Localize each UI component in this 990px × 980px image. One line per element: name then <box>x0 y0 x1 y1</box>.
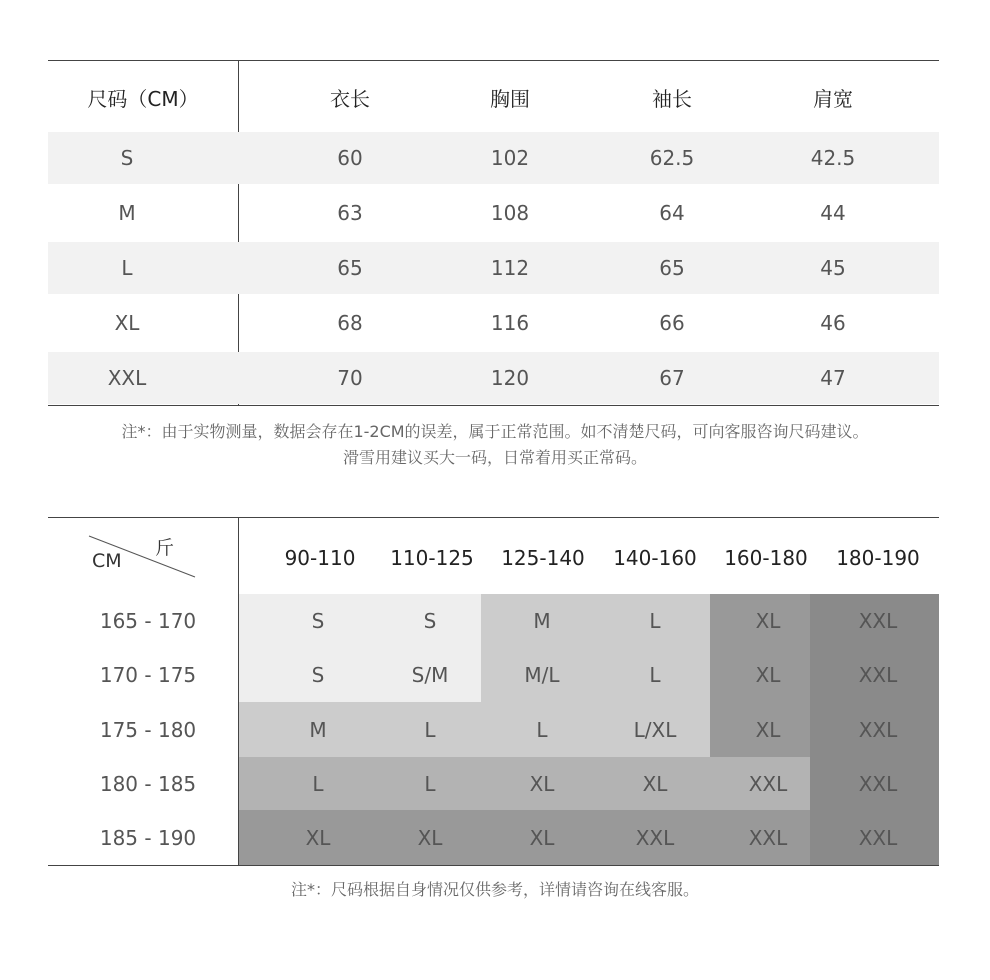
measurement-cell: 67 <box>659 366 685 390</box>
weight-range-header: 125-140 <box>501 546 585 570</box>
recommended-size-cell: S <box>423 608 437 633</box>
recommended-size-cell: M/L <box>524 662 560 687</box>
recommended-size-cell: L <box>649 608 661 633</box>
recommended-size-cell: XL <box>755 662 781 687</box>
recommended-size-cell: XL <box>305 825 331 850</box>
recommended-size-cell: XL <box>417 825 443 850</box>
recommended-size-cell: S <box>311 662 325 687</box>
recommended-size-cell: XXL <box>858 825 898 850</box>
table2-top-border <box>48 517 939 518</box>
recommended-size-cell: L <box>312 771 324 796</box>
height-range-label: 185 - 190 <box>99 825 197 850</box>
recommended-size-cell: M <box>309 717 327 742</box>
size-label-cell: L <box>121 256 133 280</box>
recommended-size-cell: XL <box>529 825 555 850</box>
table1-header-shoulder: 肩宽 <box>813 86 853 111</box>
size-label-cell: XXL <box>107 366 147 390</box>
height-range-label: 170 - 175 <box>99 662 197 687</box>
measurement-cell: 112 <box>490 256 530 280</box>
corner-height-label: CM <box>92 550 122 572</box>
measurement-cell: 70 <box>337 366 363 390</box>
measurement-cell: 64 <box>659 201 685 225</box>
recommended-size-cell: M <box>533 608 551 633</box>
recommended-size-cell: XL <box>642 771 668 796</box>
recommended-size-cell: XL <box>755 717 781 742</box>
recommended-size-cell: L/XL <box>633 717 677 742</box>
size-label-cell: S <box>120 146 134 170</box>
recommended-size-cell: L <box>536 717 548 742</box>
recommended-size-cell: XXL <box>858 662 898 687</box>
recommended-size-cell: XXL <box>748 771 788 796</box>
recommended-size-cell: XXL <box>748 825 788 850</box>
table2-note: 注*：尺码根据自身情况仅供参考，详情请咨询在线客服。 <box>290 880 699 899</box>
measurement-cell: 116 <box>490 311 530 335</box>
measurement-cell: 68 <box>337 311 363 335</box>
measurement-cell: 66 <box>659 311 685 335</box>
weight-range-header: 90-110 <box>284 546 356 570</box>
measurement-cell: 45 <box>820 256 846 280</box>
height-range-label: 165 - 170 <box>99 608 197 633</box>
measurement-cell: 46 <box>820 311 846 335</box>
corner-weight-label: 斤 <box>155 537 175 559</box>
weight-range-header: 140-160 <box>613 546 697 570</box>
recommended-size-cell: S <box>311 608 325 633</box>
recommended-size-cell: L <box>649 662 661 687</box>
table1-header-size: 尺码（CM） <box>87 86 199 111</box>
table1-header-length: 衣长 <box>330 86 370 111</box>
recommended-size-cell: XXL <box>858 771 898 796</box>
recommended-size-cell: XXL <box>858 717 898 742</box>
table1-bottom-border <box>48 405 939 406</box>
recommended-size-cell: S/M <box>411 662 449 687</box>
weight-range-header: 110-125 <box>390 546 474 570</box>
height-range-label: 180 - 185 <box>99 771 197 796</box>
measurement-cell: 108 <box>490 201 530 225</box>
measurement-cell: 63 <box>337 201 363 225</box>
measurement-cell: 102 <box>490 146 530 170</box>
measurement-cell: 47 <box>820 366 846 390</box>
measurement-cell: 120 <box>490 366 530 390</box>
measurement-cell: 65 <box>337 256 363 280</box>
table1-note-line1: 注*：由于实物测量，数据会存在1-2CM的误差，属于正常范围。如不清楚尺码，可向客服咨询尺码建议。 <box>121 422 869 441</box>
measurement-cell: 65 <box>659 256 685 280</box>
recommended-size-cell: XL <box>529 771 555 796</box>
recommended-size-cell: XXL <box>858 608 898 633</box>
recommended-size-cell: L <box>424 717 436 742</box>
recommended-size-cell: XXL <box>635 825 675 850</box>
weight-range-header: 180-190 <box>836 546 920 570</box>
weight-range-header: 160-180 <box>724 546 808 570</box>
measurement-cell: 44 <box>820 201 846 225</box>
height-range-label: 175 - 180 <box>99 717 197 742</box>
size-label-cell: M <box>118 201 136 225</box>
measurement-cell: 42.5 <box>810 146 856 170</box>
size-label-cell: XL <box>114 311 140 335</box>
recommended-size-cell: L <box>424 771 436 796</box>
measurement-cell: 62.5 <box>649 146 695 170</box>
measurement-cell: 60 <box>337 146 363 170</box>
table1-note-line2: 滑雪用建议买大一码，日常着用买正常码。 <box>342 448 647 467</box>
recommended-size-cell: XL <box>755 608 781 633</box>
table1-header-sleeve: 袖长 <box>652 86 692 111</box>
table1-top-border <box>48 60 939 61</box>
table1-header-chest: 胸围 <box>490 86 530 111</box>
table2-bottom-border <box>48 865 939 866</box>
